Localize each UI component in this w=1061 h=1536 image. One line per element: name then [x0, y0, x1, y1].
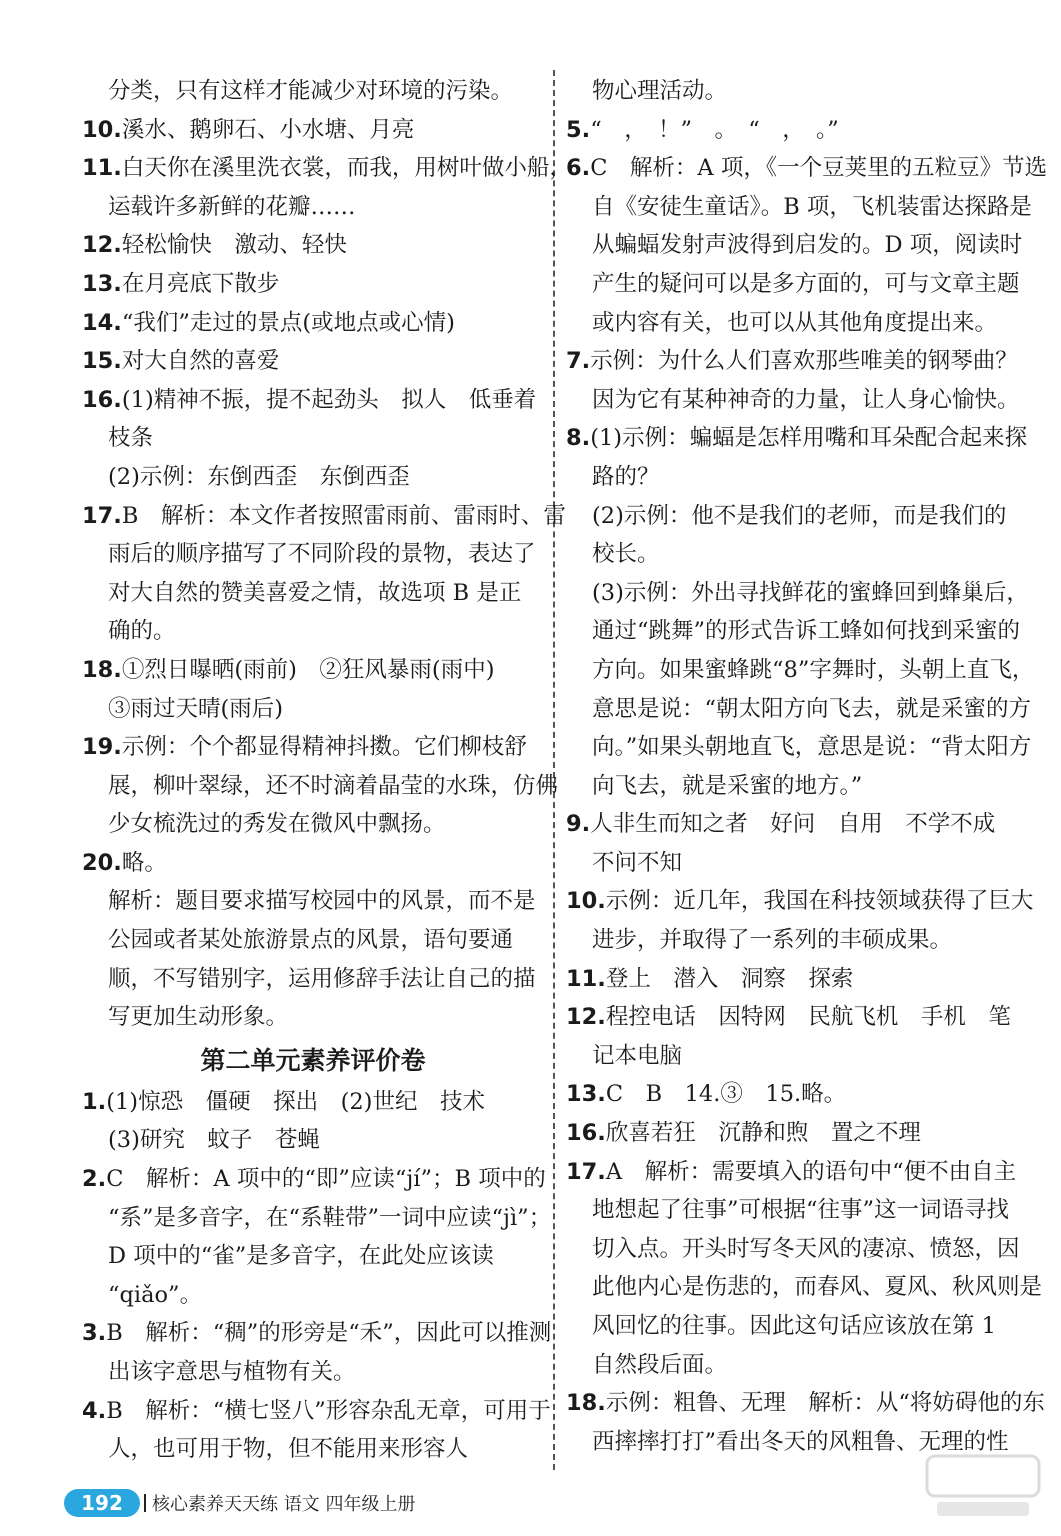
answer-line: [82, 574, 544, 613]
answer-text: ①烈日曝晒(雨前) ②狂风暴雨(雨中): [121, 656, 495, 683]
answer-text: “qiǎo”。: [108, 1281, 203, 1308]
answer-text: C B 14.③ 15.略。: [605, 1081, 847, 1108]
answer-line: [566, 226, 1036, 265]
answer-line: [566, 111, 1036, 150]
answer-text: 示例：个个都显得精神抖擞。它们柳枝舒: [121, 734, 527, 761]
answer-text: 向飞去，就是采蜜的地方。”: [592, 772, 863, 799]
answer-line: [566, 342, 1036, 381]
answer-text: (3)示例：外出寻找鲜花的蜜蜂回到蜂巢后，: [592, 579, 1029, 606]
question-number: 4.: [82, 1397, 107, 1424]
answer-line: [82, 188, 544, 227]
left-column: [82, 72, 572, 1469]
answer-text: 通过“跳舞”的形式告诉工蜂如何找到采蜜的: [592, 618, 1021, 645]
answer-text: 少女梳洗过的秀发在微风中飘扬。: [108, 811, 446, 838]
question-number: 7.: [566, 348, 591, 375]
answer-line: [566, 1191, 1036, 1230]
answer-line: [566, 767, 1036, 806]
answer-text: 顺，不写错别字，运用修辞手法让自己的描: [108, 965, 536, 992]
answer-text: 示例：粗鲁、无理 解析：从“将妨碍他的东: [605, 1390, 1045, 1417]
answer-line: [82, 805, 544, 844]
question-number: 20.: [82, 849, 122, 876]
answer-text: “我们”走过的景点(或地点或心情): [121, 309, 455, 336]
answer-text: C 解析：A 项中的“即”应读“jí”；B 项中的: [106, 1166, 546, 1193]
answer-line: [566, 690, 1036, 729]
question-number: 10.: [566, 888, 606, 915]
answer-line: [566, 612, 1036, 651]
answer-text: 登上 潜入 洞察 探索: [605, 965, 854, 992]
answer-line: [566, 728, 1036, 767]
answer-text: 欣喜若狂 沉静和煦 置之不理: [605, 1120, 921, 1147]
answer-text: 从蝙蝠发射声波得到启发的。D 项，阅读时: [592, 232, 1023, 259]
answer-text: 不问不知: [592, 849, 683, 876]
answer-line: [82, 1199, 552, 1238]
answer-text: “系”是多音字，在“系鞋带”一词中应读“jì”；: [108, 1204, 552, 1231]
right-column: [566, 72, 1048, 1461]
answer-text: 此他内心是伤悲的，而春风、夏风、秋风则是: [592, 1274, 1043, 1301]
answer-line: [82, 72, 544, 111]
question-number: 10.: [82, 116, 122, 143]
answer-text: A 解析：需要填入的语句中“便不由自主: [605, 1158, 1017, 1185]
question-number: 17.: [82, 502, 122, 529]
answer-line: [82, 149, 572, 188]
answer-text: 意思是说：“朝太阳方向飞去，就是采蜜的方: [592, 695, 1032, 722]
answer-line: [82, 265, 544, 304]
answer-line: [82, 1353, 544, 1392]
answer-line: [566, 535, 1036, 574]
answer-line: [566, 844, 1036, 883]
watermark-logo: [923, 1452, 1043, 1522]
answer-text: B 解析：“稠”的形旁是“禾”，因此可以推测: [106, 1320, 552, 1347]
answer-line: [82, 651, 544, 690]
answer-line: [82, 1314, 552, 1353]
answer-text: 自然段后面。: [592, 1351, 728, 1378]
question-number: 11.: [566, 965, 606, 992]
answer-line: [566, 882, 1036, 921]
answer-line: [82, 381, 544, 420]
answer-line: [82, 690, 544, 729]
answer-text: (1)惊恐 僵硬 探出 (2)世纪 技术: [106, 1088, 485, 1115]
answer-text: 确的。: [108, 618, 176, 645]
answer-line: [566, 1153, 1036, 1192]
answer-text: (3)研究 蚊子 苍蝇: [108, 1127, 320, 1154]
right-answer-lines: [566, 72, 1048, 1461]
question-number: 16.: [566, 1120, 606, 1147]
answer-text: D 项中的“雀”是多音字，在此处应该读: [108, 1243, 494, 1270]
answer-text: 运载许多新鲜的花瓣……: [108, 193, 356, 220]
answer-text: 程控电话 因特网 民航飞机 手机 笔: [605, 1004, 1011, 1031]
answer-line: [566, 998, 1036, 1037]
answer-line: [82, 882, 544, 921]
answer-text: 示例：近几年，我国在科技领域获得了巨大: [605, 888, 1034, 915]
answer-line: [566, 304, 1036, 343]
question-number: 12.: [82, 232, 122, 259]
answer-line: [82, 1121, 544, 1160]
answer-text: 白天你在溪里洗衣裳，而我，用树叶做小船，: [121, 155, 572, 182]
footer-book-title: 核心素养天天练 语文 四年级上册: [152, 1494, 416, 1515]
answer-line: [82, 1392, 551, 1431]
answer-text: 或内容有关，也可以从其他角度提出来。: [592, 309, 998, 336]
answer-line: [82, 1430, 544, 1469]
answer-line: [566, 149, 1048, 188]
answer-text: 公园或者某处旅游景点的风景，语句要通: [108, 927, 514, 954]
answer-line: [82, 728, 544, 767]
left-answer-lines: [82, 72, 572, 1037]
answer-line: [566, 458, 1036, 497]
answer-line: [82, 111, 544, 150]
question-number: 3.: [82, 1320, 107, 1347]
answer-text: 记本电脑: [592, 1042, 683, 1069]
answer-text: 自《安徒生童话》。B 项，飞机装雷达探路是: [592, 193, 1032, 220]
answer-line: [566, 574, 1036, 613]
answer-text: 对大自然的喜爱: [121, 348, 280, 375]
answer-text: 溪水、鹅卵石、小水塘、月亮: [121, 116, 415, 143]
answer-text: 向。”如果头朝地直飞，意思是说：“背太阳方: [592, 734, 1032, 761]
answer-text: “ ， ！” 。 “ ， 。”: [590, 116, 839, 143]
question-number: 15.: [82, 348, 122, 375]
question-number: 13.: [82, 270, 122, 297]
answer-text: (1)精神不振，提不起劲头 拟人 低垂着: [121, 386, 537, 413]
question-number: 12.: [566, 1004, 606, 1031]
answer-text: 解析：题目要求描写校园中的风景，而不是: [108, 888, 536, 915]
answer-text: 校长。: [592, 541, 660, 568]
answer-line: [566, 72, 1036, 111]
question-number: 1.: [82, 1088, 107, 1115]
question-number: 5.: [566, 116, 591, 143]
question-number: 14.: [82, 309, 122, 336]
answer-text: 出该字意思与植物有关。: [108, 1359, 356, 1385]
answer-text: 地想起了往事”可根据“往事”这一词语寻找: [592, 1197, 1010, 1224]
question-number: 8.: [566, 425, 591, 452]
answer-text: 切入点。开头时写冬天风的凄凉、愤怒，因: [592, 1235, 1020, 1262]
answer-line: [566, 651, 1036, 690]
answer-line: [566, 1346, 1036, 1385]
answer-text: C 解析：A 项，《一个豆荚里的五粒豆》节选: [590, 155, 1048, 182]
question-number: 13.: [566, 1081, 606, 1108]
answer-text: 雨后的顺序描写了不同阶段的景物，表达了: [108, 541, 536, 568]
answer-text: 路的？: [592, 463, 660, 490]
answer-line: [566, 419, 1036, 458]
answer-text: B 解析：“横七竖八”形容杂乱无章，可用于: [106, 1397, 551, 1424]
answer-text: 略。: [121, 849, 167, 876]
answer-line: [82, 1237, 544, 1276]
answer-line: [82, 419, 544, 458]
answer-text: 枝条: [108, 425, 154, 452]
section-heading: 第二单元素养评价卷: [200, 1045, 426, 1075]
answer-line: [82, 342, 544, 381]
answer-line: [82, 1160, 544, 1199]
answer-line: [566, 1114, 1036, 1153]
answer-line: [566, 805, 1036, 844]
left-answer-lines-after-heading: [82, 1083, 552, 1469]
answer-line: [566, 1230, 1036, 1269]
answer-line: [82, 960, 544, 999]
answer-text: 在月亮底下散步: [121, 270, 280, 297]
answer-line: [566, 1384, 1045, 1423]
answer-text: 轻松愉快 激动、轻快: [121, 232, 347, 259]
answer-text: 对大自然的赞美喜爱之情，故选项 B 是正: [108, 579, 522, 606]
footer-separator: [144, 1494, 146, 1512]
answer-line: [566, 921, 1036, 960]
answer-text: 进步，并取得了一系列的丰硕成果。: [592, 927, 953, 954]
answer-line: [566, 497, 1036, 536]
answer-text: ③雨过天晴(雨后): [108, 695, 284, 722]
answer-text: 产生的疑问可以是多方面的，可与文章主题: [592, 270, 1020, 297]
answer-text: 物心理活动。: [592, 78, 728, 104]
answer-text: 写更加生动形象。: [108, 1004, 289, 1031]
question-number: 17.: [566, 1158, 606, 1185]
answer-line: [566, 265, 1036, 304]
answer-text: 西摔摔打打”看出冬天的风粗鲁、无理的性: [592, 1428, 1009, 1455]
answer-line: [82, 612, 544, 651]
answer-line: [566, 1268, 1043, 1307]
question-number: 19.: [82, 734, 122, 761]
question-number: 18.: [566, 1390, 606, 1417]
question-number: 2.: [82, 1166, 107, 1193]
question-number: 18.: [82, 656, 122, 683]
answer-line: [566, 1037, 1036, 1076]
question-number: 11.: [82, 155, 122, 182]
answer-text: 人，也可用于物，但不能用来形容人: [108, 1436, 469, 1463]
answer-text: 方向。如果蜜蜂跳“8”字舞时，头朝上直飞，: [592, 656, 1035, 683]
answer-line: [82, 304, 544, 343]
answer-text: (2)示例：东倒西歪 东倒西歪: [108, 463, 410, 490]
answer-text: 展，柳叶翠绿，还不时滴着晶莹的水珠，仿佛: [108, 772, 559, 799]
answer-line: [566, 1075, 1036, 1114]
answer-line: [82, 458, 544, 497]
answer-line: [82, 921, 544, 960]
answer-text: (2)示例：他不是我们的老师，而是我们的: [592, 502, 1007, 529]
page-footer: [64, 1487, 415, 1519]
answer-text: 分类，只有这样才能减少对环境的污染。: [108, 78, 514, 104]
answer-line: [82, 497, 566, 536]
answer-line: [82, 767, 559, 806]
answer-text: 风回忆的往事。因此这句话应该放在第 1: [592, 1313, 996, 1339]
answer-text: B 解析：本文作者按照雷雨前、雷雨时、雷: [121, 502, 566, 529]
answer-line: [566, 188, 1036, 227]
answer-line: [82, 844, 544, 883]
answer-line: [566, 1307, 1036, 1346]
answer-text: 人非生而知之者 好问 自用 不学不成: [590, 811, 996, 838]
answer-line: [82, 535, 544, 574]
question-number: 6.: [566, 155, 591, 182]
answer-line: [82, 1083, 544, 1122]
answer-line: [566, 960, 1036, 999]
answer-text: (1)示例：蝙蝠是怎样用嘴和耳朵配合起来探: [590, 425, 1028, 452]
question-number: 9.: [566, 811, 591, 838]
answer-text: 示例：为什么人们喜欢那些唯美的钢琴曲？: [590, 348, 1018, 375]
answer-text: 因为它有某种神奇的力量，让人身心愉快。: [592, 386, 1020, 413]
question-number: 16.: [82, 386, 122, 413]
answer-line: [82, 1276, 544, 1315]
page-number-badge: 192: [64, 1489, 140, 1517]
answer-line: [566, 381, 1036, 420]
answer-line: [82, 226, 544, 265]
answer-line: [82, 998, 544, 1037]
